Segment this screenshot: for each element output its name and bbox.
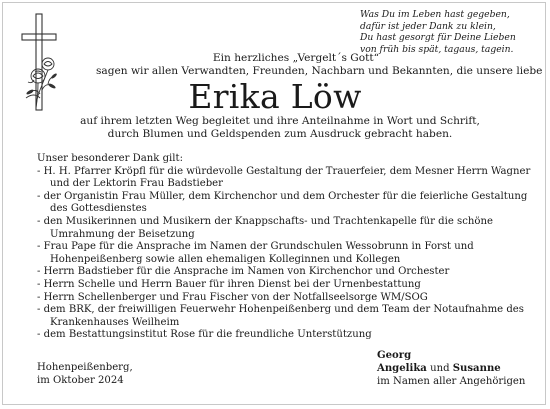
sub-line: durch Blumen und Geldspenden zum Ausdruck gebracht haben.: [107, 128, 453, 140]
thanks-item: [37, 241, 537, 266]
town: Hohenpeißenberg,: [37, 362, 133, 373]
poem-line: von früh bis spät, tagaus, tagein.: [360, 43, 514, 55]
thanks-item-line: - Herrn Schellenberger und Frau Fischer von der Notfallseelsorge WM/SOG: [37, 291, 428, 303]
thanks-item: [37, 266, 537, 279]
sub-line: auf ihrem letzten Weg begleitet und ihre Anteilnahme in Wort und Schrift,: [80, 115, 480, 127]
place-and-date: [37, 362, 133, 387]
thanks-item-line: - der Organistin Frau Müller, dem Kirchenchor und dem Orchester für die feierliche Gestaltung: [37, 190, 528, 202]
thanks-item: [37, 292, 537, 305]
thanks-item-line: - Herrn Schelle und Herrn Bauer für ihren Dienst bei der Urnenbestattung: [37, 278, 421, 290]
intro-text: [96, 52, 543, 78]
thanks-item: [37, 304, 537, 329]
poem-line: dafür ist jeder Dank zu klein,: [360, 20, 496, 32]
poem-line: Du hast gesorgt für Deine Lieben: [360, 32, 516, 44]
thanks-item-line: Hohenpeißenberg sowie allen ehemaligen Kolleginnen und Kollegen: [50, 253, 401, 265]
thanks-item-line: - Herrn Badstieber für die Ansprache im Namen von Kirchenchor und Orchester: [37, 266, 450, 278]
thanks-item: [37, 216, 537, 241]
deceased-name: Erika Löw: [188, 77, 362, 116]
thanks-item-line: Krankenhauses Weilheim: [50, 316, 180, 328]
thanks-item-line: und der Lektorin Frau Badstieber: [50, 178, 223, 190]
thanks-item-line: - dem Bestattungsinstitut Rose für die freundliche Unterstützung: [37, 329, 372, 341]
signer-name: Angelika: [377, 362, 427, 374]
thanks-list: [37, 153, 537, 342]
thanks-item-line: des Gottesdienstes: [50, 203, 147, 215]
sub-text: [70, 115, 490, 141]
date: im Oktober 2024: [37, 374, 124, 386]
signature: [377, 350, 525, 388]
thanks-item-line: Umrahmung der Beisetzung: [50, 228, 195, 240]
thanks-item-line: - den Musikerinnen und Musikern der Knappschafts- und Trachtenkapelle für die schöne: [37, 215, 493, 227]
signature-closing: im Namen aller Angehörigen: [377, 375, 526, 387]
thanks-item: [37, 191, 537, 216]
thanks-item-line: - dem BRK, der freiwilligen Feuerwehr Hohenpeißenberg und dem Team der Notaufnahme des: [37, 304, 524, 316]
thanks-item-line: - Frau Pape für die Ansprache im Namen der Grundschulen Wessobrunn in Forst und: [37, 241, 474, 253]
thanks-item-line: - H. H. Pfarrer Kröpfl für die würdevolle Gestaltung der Trauerfeier, dem Mesner Herrn Wagner: [37, 165, 531, 177]
signer-name: Susanne: [452, 362, 501, 374]
intro-line: Ein herzliches „Vergelt´s Gott“: [212, 52, 380, 64]
poem-line: Was Du im Leben hast gegeben,: [360, 9, 510, 20]
thanks-item: [37, 166, 537, 191]
thanks-item: [37, 329, 537, 342]
intro-line: sagen wir allen Verwandten, Freunden, Nachbarn und Bekannten, die unsere liebe: [96, 65, 543, 77]
signer-name: Georg: [377, 350, 412, 361]
signer-joiner: und: [426, 362, 453, 374]
thanks-heading: Unser besonderer Dank gilt:: [37, 153, 183, 164]
thanks-item: [37, 279, 537, 292]
memorial-poem: [360, 9, 530, 55]
